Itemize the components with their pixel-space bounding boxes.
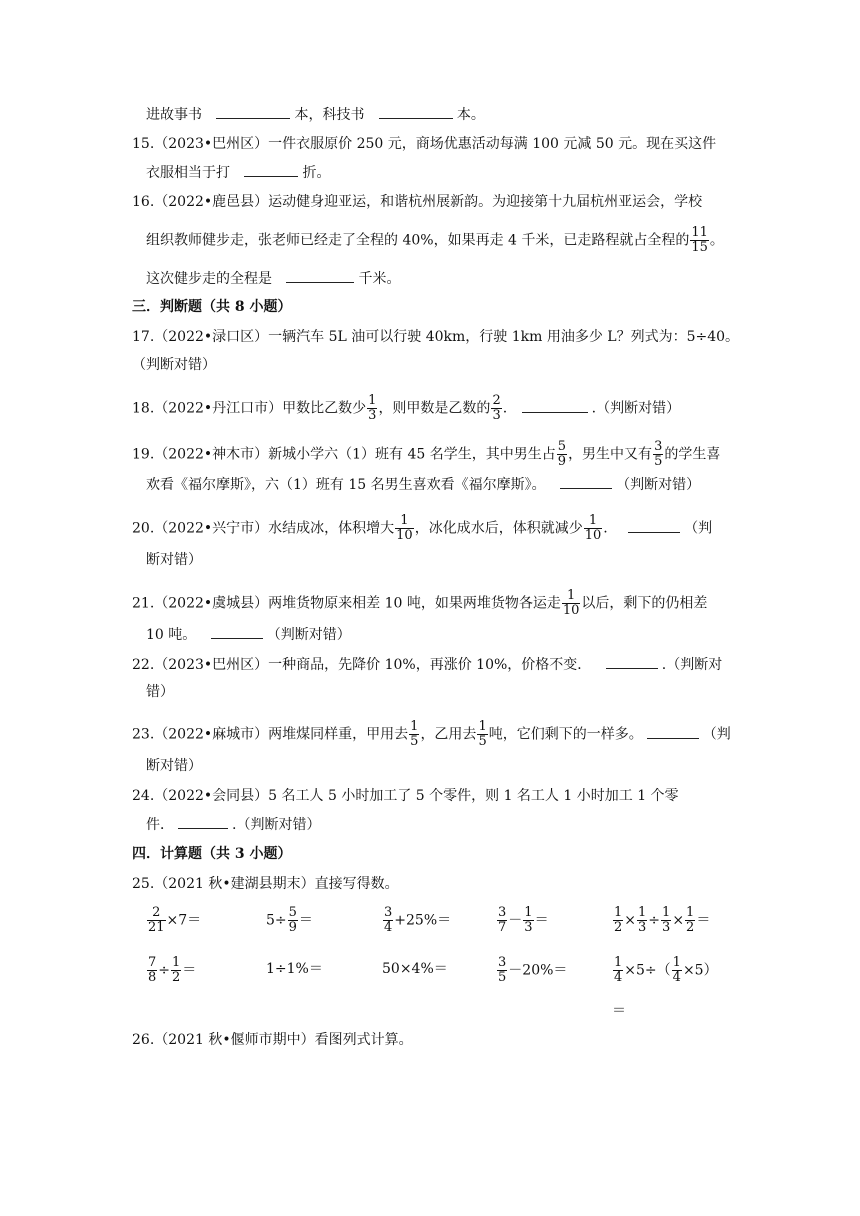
fraction: $\frac{2}{3}$ — [492, 393, 501, 423]
section-heading-judgment: 三．判断题（共 8 小题） — [132, 299, 292, 315]
q16-line3: 这次健步走的全程是 千米。 — [146, 268, 400, 289]
answer-blank[interactable] — [244, 162, 298, 177]
answer-blank[interactable] — [628, 518, 680, 533]
calc-item-8: 50×4%＝ — [382, 961, 448, 977]
fraction: $\frac{5}{9}$ — [557, 439, 567, 469]
calc-item-5: $\frac{1}{2}$ × $\frac{1}{3}$ ÷ $\frac{1}{3}$ × $\frac{1}{2}$ ＝ — [614, 905, 711, 935]
answer-blank[interactable] — [647, 724, 699, 739]
q19-line1: 19.（2022•神木市）新城小学六（1）班有 45 名学生，其中男生占 $\frac{5}{9}$ ，男生中又有 $\frac{3}{5}$ 的学生喜 — [132, 439, 721, 469]
q16-line1: 16.（2022•鹿邑县）运动健身迎亚运，和谐杭州展新韵。为迎接第十九届杭州亚运会，学校 — [132, 194, 703, 210]
q14-continuation: 进故事书 本，科技书 本。 — [146, 104, 485, 125]
q20-line1: 20.（2022•兴宁市）水结成冰，体积增大 $\frac{1}{10}$ ，冰化成水后，体积就减少 $\frac{1}{10}$ . （判 — [132, 513, 713, 543]
q24-line2: 件． .（判断对错） — [146, 814, 320, 835]
q18-line: 18.（2022•丹江口市）甲数比乙数少 $\frac{1}{3}$ ，则甲数是乙数的 $\frac{2}{3}$ . .（判断对错） — [132, 393, 681, 423]
answer-blank[interactable] — [560, 474, 612, 489]
answer-blank[interactable] — [216, 104, 290, 119]
q21-line1: 21.（2022•虞城县）两堆货物原来相差 10 吨，如果两堆货物各运走 $\frac{1}{10}$ 以后，剩下的仍相差 — [132, 588, 708, 618]
answer-blank[interactable] — [178, 814, 228, 829]
q26-line: 26.（2021 秋•偃师市期中）看图列式计算。 — [132, 1032, 413, 1048]
q19-line2: 欢看《福尔摩斯》，六（1）班有 15 名男生喜欢看《福尔摩斯》。 （判断对错） — [146, 474, 700, 495]
fraction: $\frac{1}{10}$ — [584, 513, 602, 543]
q15-line1: 15.（2023•巴州区）一件衣服原价 250 元，商场优惠活动每满 100 元减 50 元。现在买这件 — [132, 136, 717, 152]
q23-line2: 断对错） — [146, 758, 202, 774]
q25-line: 25.（2021 秋•建湖县期末）直接写得数。 — [132, 876, 399, 892]
answer-blank[interactable] — [606, 654, 658, 669]
q21-line2: 10 吨。 （判断对错） — [146, 624, 351, 645]
answer-blank[interactable] — [286, 268, 354, 283]
fraction: $\frac{1}{3}$ — [368, 393, 377, 423]
q20-line2: 断对错） — [146, 552, 202, 568]
calc-item-3: $\frac{3}{4}$ +25%＝ — [384, 905, 452, 935]
calc-item-4: $\frac{3}{7}$ － $\frac{1}{3}$ ＝ — [498, 905, 549, 935]
calc-item-1: $\frac{2}{21}$ ×7＝ — [148, 905, 202, 935]
q22-line2: 错） — [146, 684, 174, 700]
q24-line1: 24.（2022•会同县）5 名工人 5 小时加工了 5 个零件，则 1 名工人 1 小时加工 1 个零 — [132, 788, 679, 804]
calc-item-9: $\frac{3}{5}$ －20%＝ — [498, 955, 568, 985]
answer-blank[interactable] — [211, 624, 263, 639]
fraction: $\frac{1}{5}$ — [410, 719, 419, 749]
section-heading-calculation: 四．计算题（共 3 小题） — [132, 846, 292, 862]
q17-line1: 17.（2022•渌口区）一辆汽车 5L 油可以行驶 40km，行驶 1km 用油多少 L？列式为：5÷40。 — [132, 329, 740, 345]
q22-line1: 22.（2023•巴州区）一种商品，先降价 10%，再涨价 10%，价格不变． .（判断对 — [132, 654, 722, 675]
fraction: $\frac{11}{15}$ — [691, 225, 708, 255]
fraction: $\frac{3}{5}$ — [654, 439, 663, 469]
fraction: $\frac{1}{10}$ — [562, 588, 580, 618]
fraction: $\frac{1}{5}$ — [478, 719, 487, 749]
q16-line2: 组织教师健步走，张老师已经走了全程的 40%，如果再走 4 千米，已走路程就占全程的 $\frac{11}{15}$ 。 — [146, 225, 724, 255]
calc-item-7: 1÷1%＝ — [266, 961, 323, 977]
q23-line1: 23.（2022•麻城市）两堆煤同样重，甲用去 $\frac{1}{5}$ ，乙用去 $\frac{1}{5}$ 吨，它们剩下的一样多。 （判 — [132, 719, 731, 749]
answer-blank[interactable] — [522, 398, 588, 413]
fraction: $\frac{1}{10}$ — [396, 513, 413, 543]
calc-item-10-equals: ＝ — [612, 1003, 626, 1019]
calc-item-10: $\frac{1}{4}$ ×5÷（ $\frac{1}{4}$ ×5） — [614, 955, 718, 985]
answer-blank[interactable] — [379, 104, 453, 119]
q17-line2: （判断对错） — [132, 357, 216, 373]
calc-item-6: $\frac{7}{8}$ ÷ $\frac{1}{2}$ ＝ — [148, 955, 197, 985]
q15-line2: 衣服相当于打 折。 — [146, 162, 330, 183]
calc-item-2: 5÷ $\frac{5}{9}$ ＝ — [266, 905, 313, 935]
